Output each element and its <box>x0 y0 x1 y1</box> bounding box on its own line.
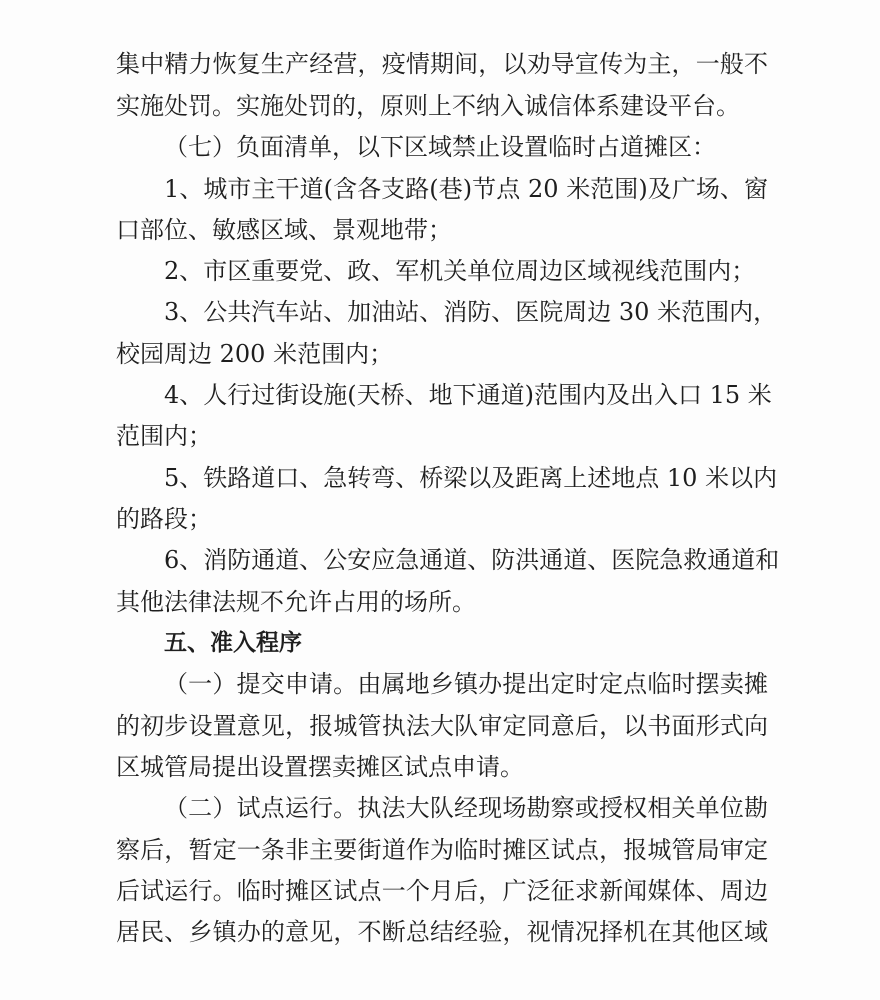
paragraph-line: （二）试点运行。执法大队经现场勘察或授权相关单位勘 <box>164 794 768 822</box>
list-item: 1、城市主干道(含各支路(巷)节点 20 米范围)及广场、窗 <box>164 175 768 203</box>
list-item-continuation: 范围内； <box>116 422 212 450</box>
list-item: 6、消防通道、公安应急通道、防洪通道、医院急救通道和 <box>164 546 780 574</box>
paragraph-line: 居民、乡镇办的意见，不断总结经验，视情况择机在其他区域 <box>116 918 768 946</box>
list-item-continuation: 的路段； <box>116 505 212 533</box>
list-item-continuation: 其他法律法规不允许占用的场所。 <box>116 588 476 616</box>
paragraph-line: （一）提交申请。由属地乡镇办提出定时定点临时摆卖摊 <box>164 670 768 698</box>
list-item: 5、铁路道口、急转弯、桥梁以及距离上述地点 10 米以内 <box>164 464 778 492</box>
section-heading: 五、准入程序 <box>164 630 302 656</box>
list-item-continuation: 校园周边 200 米范围内； <box>116 340 394 368</box>
list-item-continuation: 口部位、敏感区域、景观地带； <box>116 216 452 244</box>
list-item: 4、人行过街设施(天桥、地下通道)范围内及出入口 15 米 <box>164 381 772 409</box>
paragraph-line: 的初步设置意见，报城管执法大队审定同意后，以书面形式向 <box>116 712 768 740</box>
paragraph-line: 区城管局提出设置摆卖摊区试点申请。 <box>116 753 524 781</box>
paragraph-line: 后试运行。临时摊区试点一个月后，广泛征求新闻媒体、周边 <box>116 877 768 905</box>
clause-heading: （七）负面清单，以下区域禁止设置临时占道摊区： <box>164 133 716 161</box>
list-item: 2、市区重要党、政、军机关单位周边区域视线范围内； <box>164 257 756 285</box>
paragraph-line: 察后，暂定一条非主要街道作为临时摊区试点，报城管局审定 <box>116 836 768 864</box>
text-line: 集中精力恢复生产经营，疫情期间，以劝导宣传为主，一般不 <box>116 50 768 78</box>
list-item: 3、公共汽车站、加油站、消防、医院周边 30 米范围内， <box>164 298 778 326</box>
text-line: 实施处罚。实施处罚的，原则上不纳入诚信体系建设平台。 <box>116 92 740 120</box>
